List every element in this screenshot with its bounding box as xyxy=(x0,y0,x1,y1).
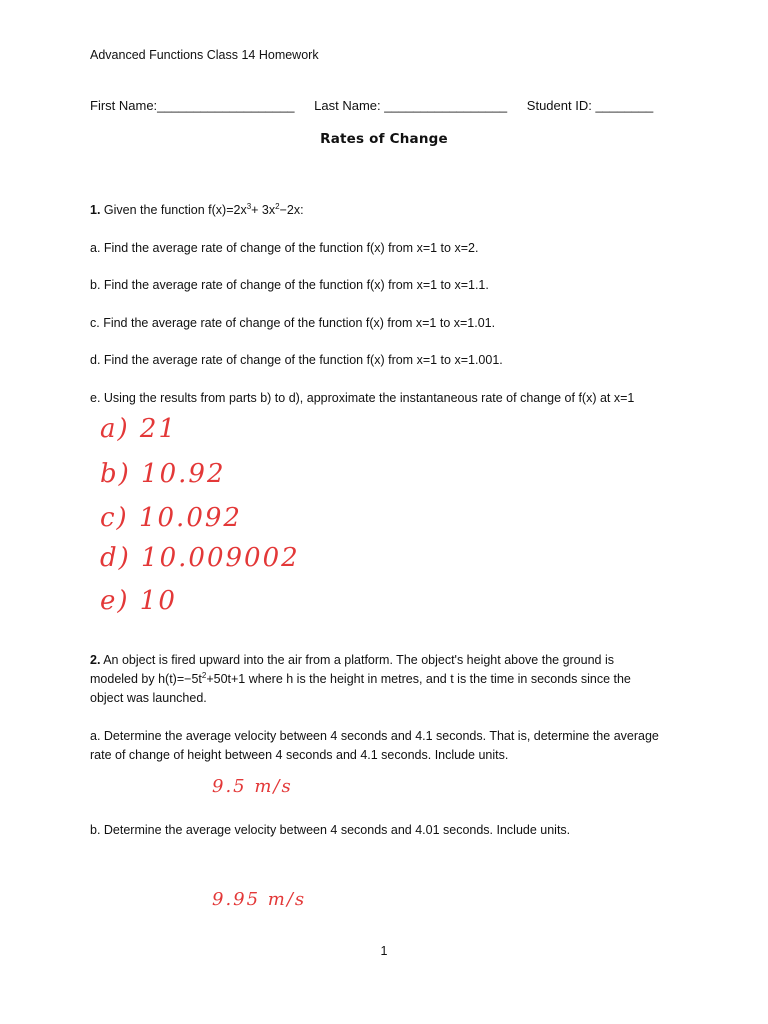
q2-part-a-line2: rate of change of height between 4 seconds and 4.1 seconds. Include units. xyxy=(90,748,509,762)
student-info-row xyxy=(90,98,669,113)
q2-intro-line3: object was launched. xyxy=(90,691,207,705)
page-number: 1 xyxy=(380,944,388,958)
handwritten-answer-d: d) 10.009002 xyxy=(100,543,300,573)
q2-part-a-line1: a. Determine the average velocity between 4 seconds and 4.1 seconds. That is, determine the average xyxy=(90,729,659,743)
q1-intro: 1. Given the function $f(x)=2x^3+ 3x^2-2x$: xyxy=(90,201,304,217)
q1-part-b: b. Find the average rate of change of the function f(x) from x=1 to x=1.1. xyxy=(90,278,489,292)
handwritten-answer-e: e) 10 xyxy=(100,586,177,616)
last-name-field: Last Name: _________________ xyxy=(314,98,508,113)
handwritten-answer-a: a) 21 xyxy=(100,414,177,444)
handwritten-answer-2a: 9.5 m/s xyxy=(212,776,293,797)
handwritten-answer-2b: 9.95 m/s xyxy=(212,889,307,910)
q1-part-e: e. Using the results from parts b) to d), approximate the instantaneous rate of change of f(x) at x=1 xyxy=(90,391,635,405)
handwritten-answer-b: b) 10.92 xyxy=(100,459,226,489)
q2-number: 2. xyxy=(90,653,101,667)
q1-part-a: a. Find the average rate of change of the function f(x) from x=1 to x=2. xyxy=(90,241,479,255)
handwritten-answer-c: c) 10.092 xyxy=(100,503,242,533)
q1-part-d: d. Find the average rate of change of the function f(x) from x=1 to x=1.001. xyxy=(90,353,503,367)
course-header: Advanced Functions Class 14 Homework xyxy=(90,48,319,62)
q2-intro-line2: modeled by $h(t)=-5t^2+50t+1$ where h is the height in metres, and t is the time in seconds since the xyxy=(90,670,631,686)
student-id-field: Student ID: ________ xyxy=(526,98,654,113)
q1-part-c: c. Find the average rate of change of the function f(x) from x=1 to x=1.01. xyxy=(90,316,496,330)
q2-part-b: b. Determine the average velocity between 4 seconds and 4.01 seconds. Include units. xyxy=(90,823,571,837)
q1-number: 1. xyxy=(90,203,101,217)
q2-intro-line1: 2. An object is fired upward into the air from a platform. The object's height above the ground is xyxy=(90,653,614,667)
worksheet-title: Rates of Change xyxy=(320,131,448,147)
first-name-field: First Name:___________________ xyxy=(90,98,295,113)
